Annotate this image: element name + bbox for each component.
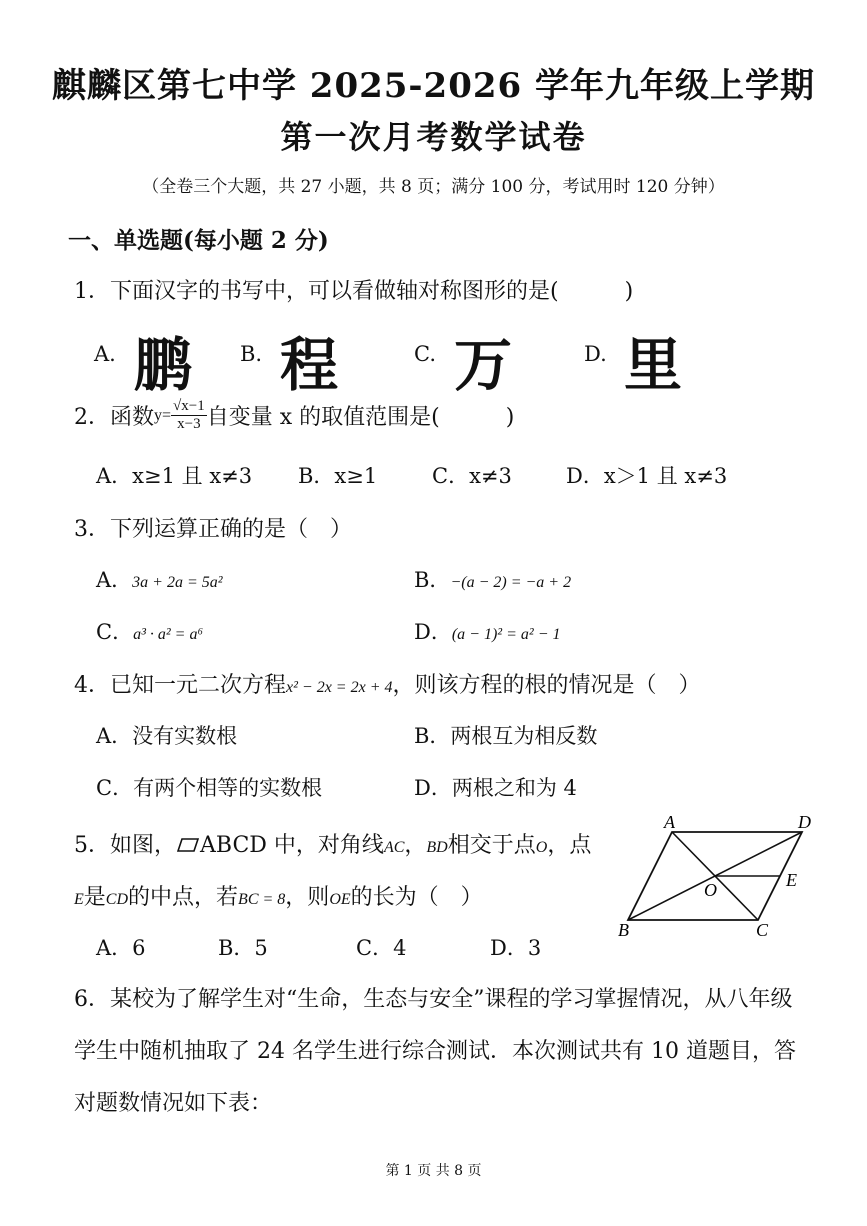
q2-numerator: √x−1 (173, 398, 205, 414)
q1-option-a-char: 鹏 (134, 331, 193, 399)
q4-option-b: B．两根互为相反数 (414, 724, 598, 748)
question-2 (74, 398, 514, 433)
parallelogram-figure (610, 812, 825, 942)
q5-line2-c: ，则 (285, 885, 330, 910)
q3-option-d-label: D． (414, 620, 452, 644)
figure-label-b: B (618, 920, 629, 940)
q3-option-c-expr: a³ · a² = a⁶ (133, 626, 204, 643)
q4-equation: x² − 2x = 2x + 4 (286, 679, 393, 696)
page-footer: 第 1 页 共 8 页 (385, 1163, 482, 1179)
q3-option-b-expr: −(a − 2) = −a + 2 (450, 574, 572, 591)
q1-option-c-char: 万 (454, 331, 513, 399)
q4-prefix: 4．已知一元二次方程 (74, 673, 286, 698)
q1-option-d-char: 里 (624, 331, 683, 399)
q3-option-a (96, 564, 223, 594)
q5-option-d: D．3 (490, 936, 542, 960)
figure-label-d: D (798, 812, 811, 832)
q2-function-lhs: y= (154, 406, 172, 424)
q5-line1-a: 5．如图， (74, 833, 176, 858)
q3-option-b (414, 564, 571, 594)
q5-bc-eq: BC = 8 (238, 891, 286, 908)
q4-option-c: C．有两个相等的实数根 (96, 776, 323, 800)
q2-fraction (171, 398, 207, 433)
q5-option-c: C．4 (356, 936, 407, 960)
figure-label-a: A (664, 812, 675, 832)
question-3-text: 3．下列运算正确的是（ ） (74, 517, 352, 542)
q1-option-d-label: D. (584, 342, 607, 366)
q4-option-d: D．两根之和为 4 (414, 776, 577, 800)
q5-option-b: B．5 (218, 936, 268, 960)
question-5-line2 (74, 880, 483, 911)
q5-ac: AC (383, 839, 405, 856)
q2-option-b: B．x≥1 (298, 464, 378, 488)
q5-line1-d: ，点 (547, 833, 592, 858)
question-5-line1 (74, 828, 591, 859)
q3-option-b-label: B． (414, 568, 451, 592)
q5-line2-d: 的长为（ ） (350, 885, 483, 910)
q1-option-a-label: A. (94, 342, 116, 366)
section-heading-single-choice: 一、单选题(每小题 2 分) (68, 227, 329, 254)
q5-cd: CD (105, 891, 129, 908)
q3-option-a-expr: 3a + 2a = 5a² (132, 574, 223, 591)
parallelogram-icon (177, 834, 199, 859)
question-1-text: 1．下面汉字的书写中，可以看做轴对称图形的是( ) (74, 279, 634, 304)
q2-denominator: x−3 (177, 416, 201, 432)
exam-title-line2: 第一次月考数学试卷 (280, 118, 587, 156)
q3-option-d-expr: (a − 1)² = a² − 1 (451, 626, 561, 643)
q2-option-c: C．x≠3 (432, 464, 512, 488)
figure-label-e: E (786, 870, 797, 890)
figure-label-c: C (756, 920, 769, 940)
q5-o: O (535, 839, 548, 856)
q1-option-b-char: 程 (280, 331, 339, 399)
q3-option-c (96, 616, 203, 646)
q5-bd: BD (426, 839, 448, 856)
question-6-text: 6．某校为了解学生对“生命，生态与安全”课程的学习掌握情况，从八年级学生中随机抽取了 24 名学生进行综合测试．本次测试共有 10 道题目，答对题数情况如下表： (74, 987, 796, 1116)
q5-line2-a: 是 (83, 885, 106, 910)
q5-e: E (74, 891, 84, 908)
q5-option-a: A．6 (96, 936, 146, 960)
exam-instructions: （全卷三个大题，共 27 小题，共 8 页；满分 100 分，考试用时 120 分钟） (142, 177, 725, 197)
q3-option-d (414, 616, 560, 646)
q1-option-c-label: C. (414, 342, 436, 366)
q2-prefix: 2．函数 (74, 405, 154, 430)
q3-option-a-label: A． (96, 568, 133, 592)
q2-option-d: D．x＞1 且 x≠3 (566, 464, 728, 488)
q2-option-a: A．x≥1 且 x≠3 (96, 464, 253, 488)
q5-line1-b: ABCD 中，对角线 (200, 833, 384, 858)
q1-option-b-label: B. (240, 342, 263, 366)
q2-suffix: 自变量 x 的取值范围是( ) (206, 405, 515, 430)
q5-line1-c: 相交于点 (447, 833, 536, 858)
q3-option-c-label: C． (96, 620, 134, 644)
question-4 (74, 668, 701, 699)
q5-oe: OE (329, 891, 351, 908)
q4-option-a: A．没有实数根 (96, 724, 238, 748)
figure-label-o: O (704, 880, 717, 900)
exam-title-line1: 麒麟区第七中学 2025-2026 学年九年级上学期 (51, 66, 816, 106)
q5-line2-b: 的中点，若 (128, 885, 239, 910)
q5-comma: ， (404, 833, 427, 858)
q4-suffix: ，则该方程的根的情况是（ ） (392, 673, 701, 698)
